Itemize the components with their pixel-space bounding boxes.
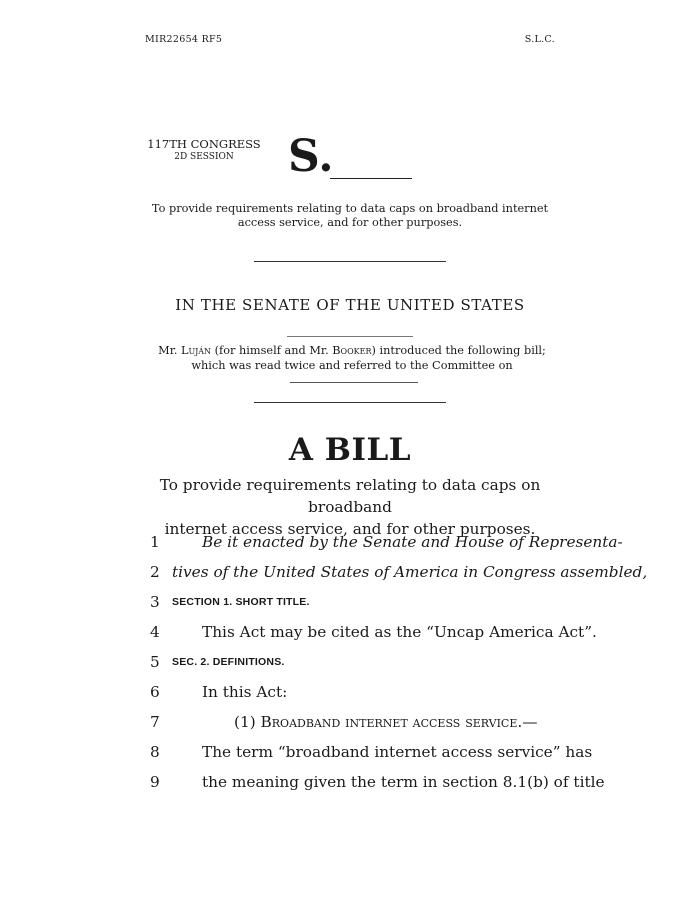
- definition-text: the meaning given the term in section 8.1(b) of title: [202, 773, 605, 791]
- short-title-text: This Act may be cited as the “Uncap America Act”.: [202, 623, 597, 641]
- section-heading: SEC. 2. DEFINITIONS.: [172, 656, 285, 668]
- line-number: 8: [150, 743, 160, 761]
- enacting-clause: Be it enacted by the Senate and House of Representa-: [202, 533, 623, 551]
- line-number: 4: [150, 623, 160, 641]
- divider-rule: [254, 261, 446, 262]
- document-id: MIR22654 RF5: [145, 34, 223, 45]
- slc-code: S.L.C.: [524, 34, 555, 45]
- bill-line: [150, 711, 560, 733]
- line-number: 2: [150, 563, 160, 581]
- bill-line: [150, 561, 648, 583]
- bill-line: [150, 771, 605, 793]
- chamber-title: IN THE SENATE OF THE UNITED STATES: [175, 296, 525, 314]
- line-number: 3: [150, 593, 160, 611]
- line-number: 9: [150, 773, 160, 791]
- definition-heading: (1) Broadband internet access service.—: [234, 713, 538, 731]
- congress-line: 117TH CONGRESS: [147, 137, 261, 151]
- definition-text: The term “broadband internet access service” has: [202, 743, 593, 761]
- bill-line: [150, 621, 597, 643]
- cosponsor-name: Booker: [332, 344, 372, 357]
- session-line: 2D SESSION: [174, 152, 234, 162]
- committee-blank: [290, 373, 418, 383]
- bill-line: [150, 651, 560, 673]
- thin-divider: [287, 336, 413, 337]
- bill-line: [150, 591, 560, 613]
- bill-title: A BILL: [288, 432, 412, 468]
- section-heading: SECTION 1. SHORT TITLE.: [172, 596, 310, 608]
- sponsor-name: Luján: [181, 344, 212, 357]
- purpose-caption: To provide requirements relating to data caps on broadband internet access service, and for other purposes.: [151, 202, 549, 229]
- bill-purpose: To provide requirements relating to data caps on broadband internet access service, and for other purposes.: [159, 476, 541, 538]
- bill-prefix: S.: [288, 131, 334, 182]
- congress-session-block: [146, 138, 262, 164]
- line-number: 5: [150, 653, 160, 671]
- bill-number-blank: [330, 178, 412, 179]
- line-number: 1: [150, 533, 160, 551]
- introduction-text: Mr. Luján (for himself and Mr. Booker) introduced the following bill; which was read twice and referred to the Committee on: [145, 344, 559, 388]
- bill-line: [150, 681, 560, 703]
- divider-rule: [254, 402, 446, 403]
- enacting-clause: tives of the United States of America in Congress assembled,: [172, 563, 648, 581]
- bill-line: [150, 531, 623, 553]
- line-number: 6: [150, 683, 160, 701]
- bill-line: [150, 741, 593, 763]
- definitions-intro: In this Act:: [202, 683, 288, 701]
- line-number: 7: [150, 713, 160, 731]
